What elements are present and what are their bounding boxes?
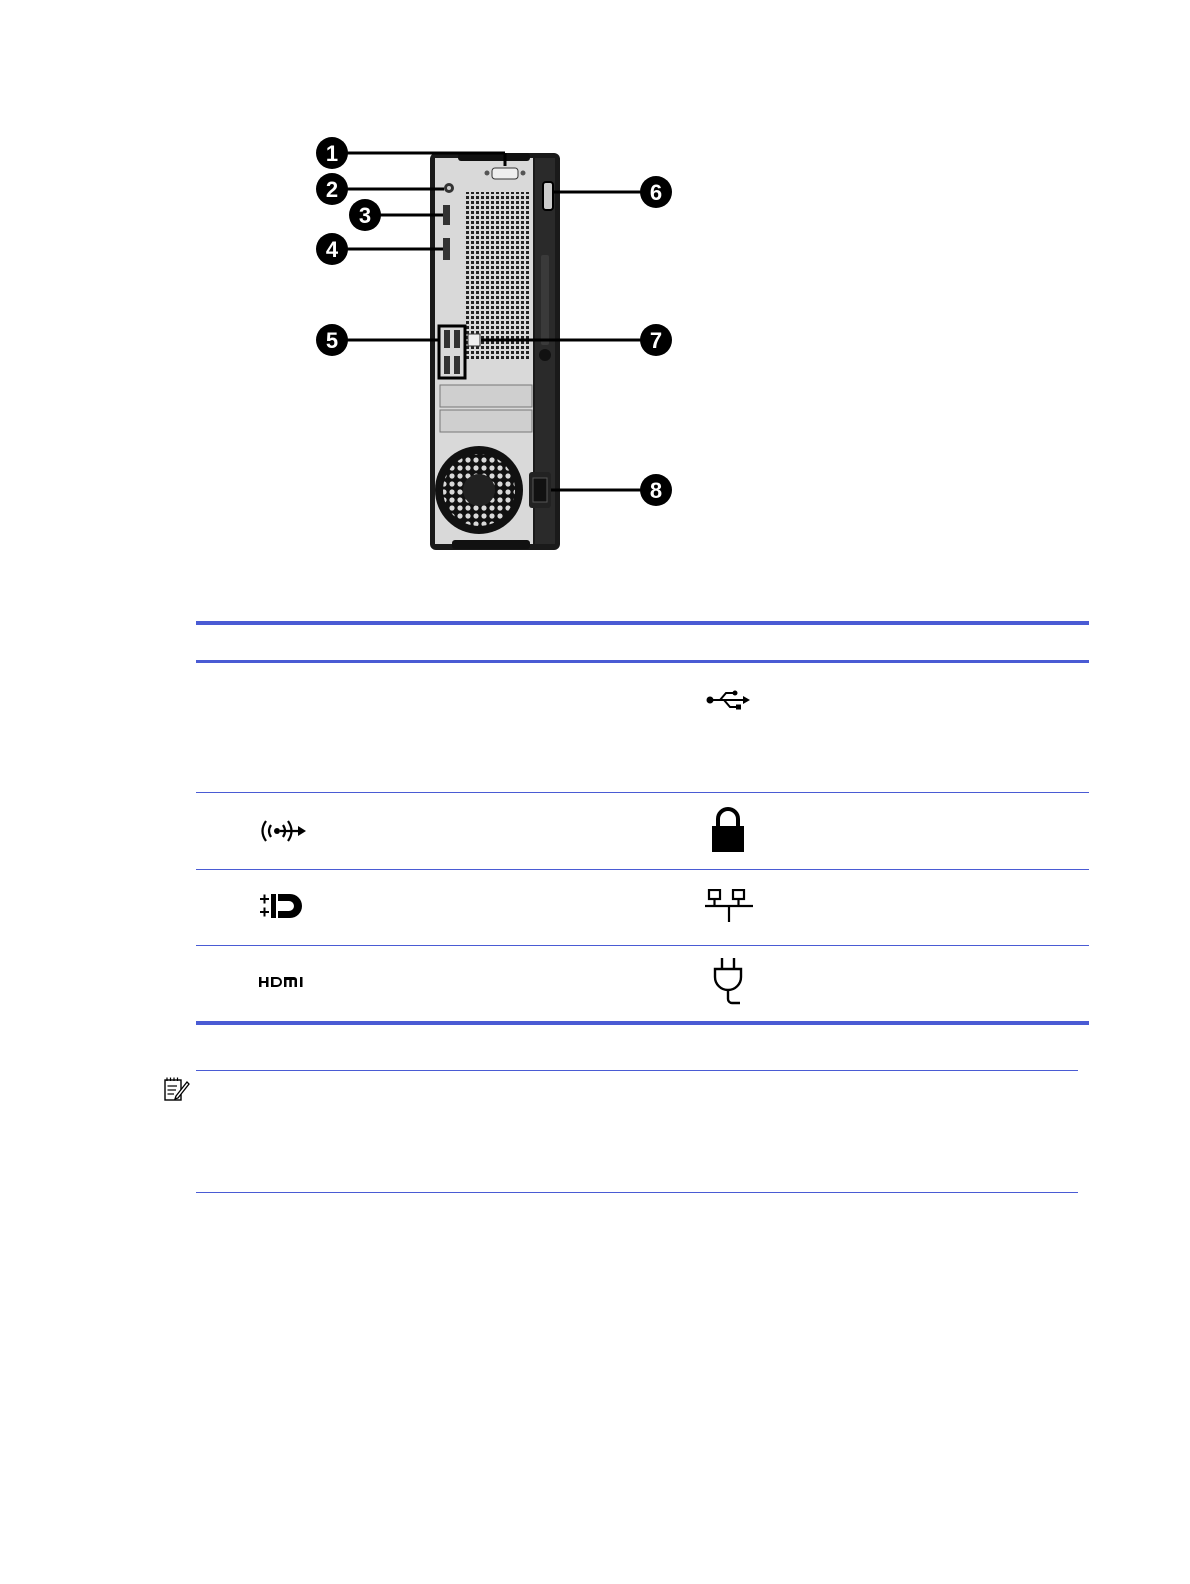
psu-fan bbox=[435, 446, 523, 534]
callout-label-3: 3 bbox=[358, 203, 372, 228]
callout-label-5: 5 bbox=[325, 328, 339, 353]
callout-7 bbox=[640, 324, 672, 356]
hdmi-port bbox=[443, 238, 450, 260]
callout-4 bbox=[316, 233, 348, 265]
callout-label-6: 6 bbox=[649, 180, 663, 205]
callout-2 bbox=[316, 173, 348, 205]
rj45-port bbox=[468, 334, 480, 346]
serial-port bbox=[492, 168, 518, 179]
callout-label-8: 8 bbox=[649, 478, 663, 503]
callout-5 bbox=[316, 324, 348, 356]
callout-label-4: 4 bbox=[325, 237, 339, 262]
note-box bbox=[160, 1070, 1080, 1194]
row-divider bbox=[196, 869, 1089, 870]
callout-1 bbox=[316, 137, 348, 169]
lock-icon bbox=[710, 805, 746, 853]
callout-label-1: 1 bbox=[325, 141, 339, 166]
table-bottom-rule bbox=[196, 1021, 1089, 1025]
usb-icon bbox=[706, 689, 752, 711]
note-icon bbox=[162, 1076, 190, 1102]
callout-8 bbox=[640, 474, 672, 506]
note-bottom-rule bbox=[196, 1192, 1078, 1193]
hdmi-icon bbox=[258, 976, 308, 988]
note-top-rule bbox=[196, 1070, 1078, 1071]
displayport-port bbox=[443, 205, 450, 225]
table-header-rule bbox=[196, 660, 1089, 663]
displayport-icon bbox=[258, 892, 306, 920]
callout-label-7: 7 bbox=[649, 328, 663, 353]
callout-label-2: 2 bbox=[325, 177, 339, 202]
power-plug-icon bbox=[712, 957, 746, 1007]
table-top-rule bbox=[196, 621, 1089, 625]
callout-3 bbox=[349, 199, 381, 231]
row-divider bbox=[196, 792, 1089, 793]
computer-rear-view-illustration bbox=[300, 130, 700, 570]
network-icon bbox=[704, 889, 754, 923]
audio-out-icon bbox=[258, 817, 308, 845]
callout-6 bbox=[640, 176, 672, 208]
row-divider bbox=[196, 945, 1089, 946]
